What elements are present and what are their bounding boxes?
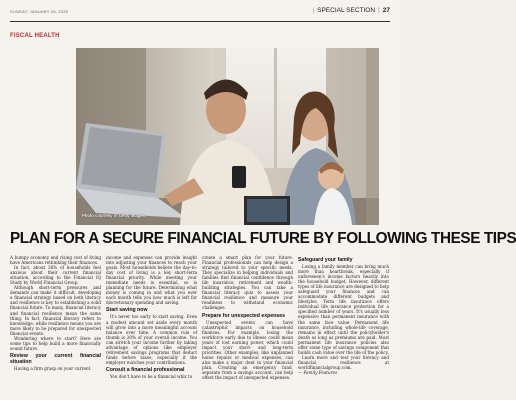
subhead: Review your current financial situation bbox=[10, 352, 101, 365]
paragraph: A bumpy economy and rising cost of living have Americans rethinking their finances. bbox=[10, 255, 101, 266]
article-headline: PLAN FOR A SECURE FINANCIAL FUTURE BY FOLLOWING THESE TIPS bbox=[10, 230, 516, 247]
section-label: SPECIAL SECTION bbox=[317, 7, 376, 14]
top-rule bbox=[10, 21, 390, 22]
dateline: SUNDAY, JANUARY 26, 2025 bbox=[10, 9, 69, 14]
article-column-3 bbox=[202, 255, 293, 395]
paragraph: Wondering where to start? Here are some tips to help build a more financially sound future. bbox=[10, 335, 101, 351]
paragraph: income and expenses can provide insight into adjusting your finances to reach your goals. Most households believe the day-to-day cost of living is a key short-term financial priority. While meeting your immediate needs is essential, so is planning for the future. Determining what money is coming in and what you ever each month tells you how much is left for discretionary spending and saving. bbox=[106, 255, 197, 306]
paragraph: Losing a family member can bring much more than heartbreak, especially if unforeseen's income factors heavily into the household budget. However, different types of life insurance are designed to help safeguard your finances and can accommodate different budgets and lifestyles. Term life insurance offers individual life insurance protection for a specified number of years. It's usually less expensive than permanent insurance with the same face value. Permanent life insurance, including whole-life coverage, remains in effect until the policyholder's death as long as premiums are paid. Most permanent life insurance policies also offer some type of savings component that builds cash value over the life of the policy. bbox=[298, 264, 389, 355]
subhead: Safeguard your family bbox=[298, 257, 353, 263]
page-number: 27 bbox=[382, 7, 390, 14]
subhead: Start saving now bbox=[106, 307, 148, 314]
subhead: Prepare for unexpected expenses bbox=[202, 312, 286, 319]
paragraph: Learn more and test your literacy and financial resilience at worldfinancialgroup.com. bbox=[298, 354, 389, 370]
paragraph: Unexpected events can have catastrophic impacts on household finances. For example, losing the workforce early due to illness could mean years of lost earning power, which could impact your short- and long-term priorities. Other examples, like unplanned home repairs or medical expenses, can also make a major dent in your financial plan. Creating an emergency fund, separate from a savings account, can help offset the impact of unexpected expenses. bbox=[202, 319, 293, 381]
article-body bbox=[10, 255, 390, 395]
section-divider: | bbox=[312, 7, 315, 14]
paragraph: Having a firm grasp on your current bbox=[14, 365, 91, 371]
byline-source: — Family Features bbox=[298, 369, 338, 375]
article-column-4 bbox=[298, 255, 389, 395]
section-header bbox=[312, 7, 390, 14]
section-divider: | bbox=[378, 7, 380, 14]
masthead-bar bbox=[10, 7, 390, 19]
paragraph: In fact, about 36% of households feel anxious about their current financial situation, according to the Financial IQ Study by World Financial Group. bbox=[10, 265, 101, 286]
subhead: Consult a financial professional bbox=[106, 366, 185, 373]
paragraph: It's never too early to start saving. Even a modest amount set aside every month will grow into a more meaningful account balance over time. A common rule of thumb is 20% of your overall income. You can stretch your income further by taking advantage of options like employer retirement savings programs that deduct funds before taxes, especially if the employer matches your contributions. bbox=[106, 314, 197, 365]
paragraph: create a smart plan for your future. Financial professionals can help design a strategy tailored to your specific needs. They specialize in helping individuals and families find financial confidence through life insurance, retirement and wealth-building strategies. You can take a financial literacy quiz to assess your financial resilience and measure your readiness to withstand economic challenges. bbox=[202, 255, 293, 311]
photo-credit: Photo courtesy of Getty Images bbox=[82, 213, 146, 218]
family-laptop-photo bbox=[76, 48, 379, 225]
article-column-1 bbox=[10, 255, 101, 395]
paragraph: Although short-term pressures and demands can make it difficult, developing a financial strategy based on both literacy and resilience is key to establishing a solid financial future. To many, financial literacy and financial resilience mean the same thing. In fact, financial literacy refers to knowledge, while resilience means you are more likely to be prepared for unexpected financial events. bbox=[10, 285, 101, 336]
section-kicker: FISCAL HEALTH bbox=[10, 33, 60, 39]
article-column-2 bbox=[106, 255, 197, 395]
paragraph: You don't have to be a financial whiz to bbox=[110, 373, 193, 379]
